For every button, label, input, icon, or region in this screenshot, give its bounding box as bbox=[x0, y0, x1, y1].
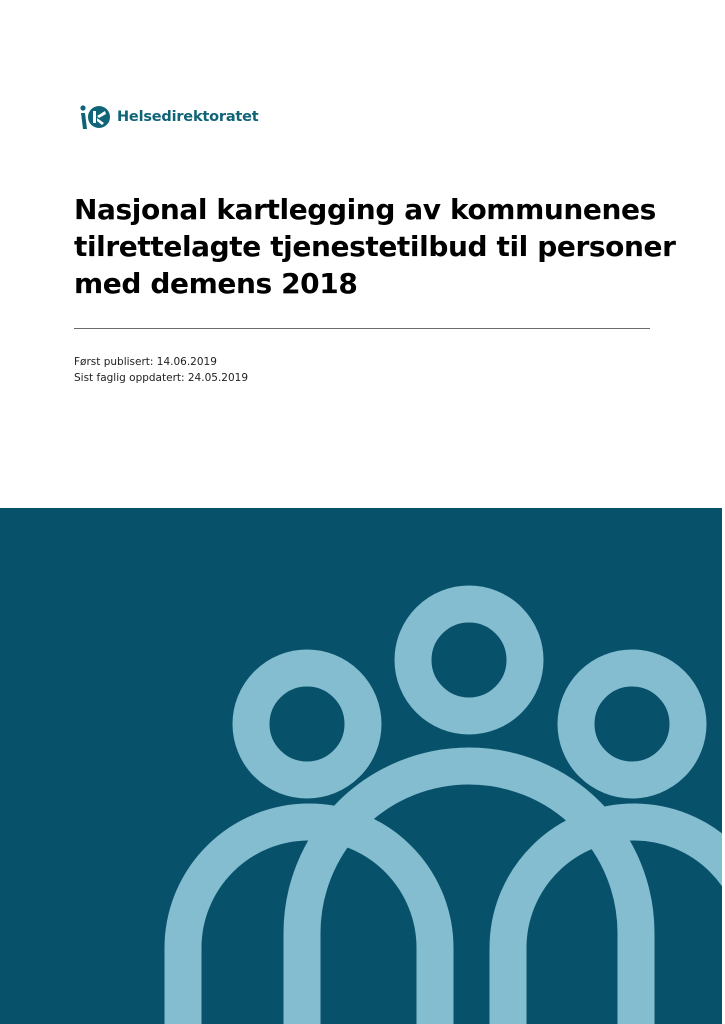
last-updated: Sist faglig oppdatert: 24.05.2019 bbox=[74, 372, 248, 384]
helsedirektoratet-logo bbox=[79, 103, 259, 131]
publication-info bbox=[74, 354, 248, 386]
cover-panel bbox=[0, 508, 722, 1024]
left-person-head bbox=[251, 668, 363, 780]
center-person-head bbox=[413, 604, 525, 716]
title-line: med demens 2018 bbox=[74, 267, 358, 300]
logo-text: Helsedirektoratet bbox=[117, 109, 259, 125]
title-line: tilrettelagte tjenestetilbud til personer bbox=[74, 230, 676, 263]
center-person-body bbox=[302, 766, 636, 1024]
title-divider bbox=[74, 328, 650, 329]
people-group-illustration bbox=[0, 508, 722, 1024]
document-title bbox=[74, 191, 674, 302]
right-person-head bbox=[576, 668, 688, 780]
first-published: Først publisert: 14.06.2019 bbox=[74, 356, 217, 368]
title-line: Nasjonal kartlegging av kommunenes bbox=[74, 193, 656, 226]
helsedirektoratet-logo-icon bbox=[79, 103, 113, 131]
